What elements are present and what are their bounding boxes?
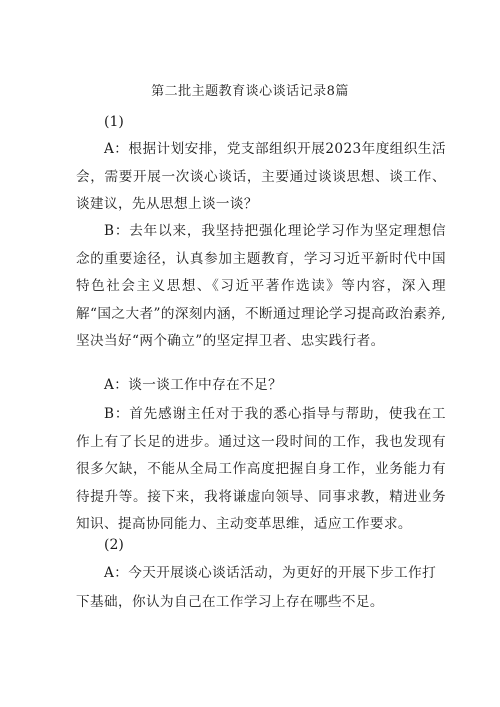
paragraph-a-question-2-line2: 下基础，你认为自己在工作学习上存在哪些不足。 [76, 594, 384, 610]
section-number-2: (2) [104, 537, 124, 553]
paragraph-a-question-thought: A：根据计划安排，党支部组织开展2023年度组织生活会，需要开展一次谈心谈话，主要通过谈谈思想、谈工作、谈建议，先从思想上谈一谈？ [76, 141, 446, 212]
paragraph-b-answer-thought: B：去年以来，我坚持把强化理论学习作为坚定理想信念的重要途径，认真参加主题教育，学习习近平新时代中国特色社会主义思想、《习近平著作选读》等内容，深入理解“国之大者”的深刻内涵，不断通过理论学习提高政治素养,坚决当好“两个确立”的坚定捍卫者、忠实践行者。 [76, 223, 446, 349]
section-number-1: (1) [104, 114, 124, 130]
document-title: 第二批主题教育谈心谈话记录8篇 [151, 84, 349, 99]
paragraph-a-question-2-line1: A：今天开展谈心谈话活动，为更好的开展下步工作打 [104, 565, 437, 581]
paragraph-b-answer-work: B：首先感谢主任对于我的悉心指导与帮助，使我在工作上有了长足的进步。通过这一段时间的工作，我也发现有很多欠缺，不能从全局工作高度把握自身工作，业务能力有待提升等。接下来，我将谦虚向领导、同事求教，精进业务知识、提高协同能力、主动变革思维，适应工作要求。 [76, 406, 446, 532]
paragraph-a-question-work: A：谈一谈工作中存在不足？ [104, 377, 283, 393]
